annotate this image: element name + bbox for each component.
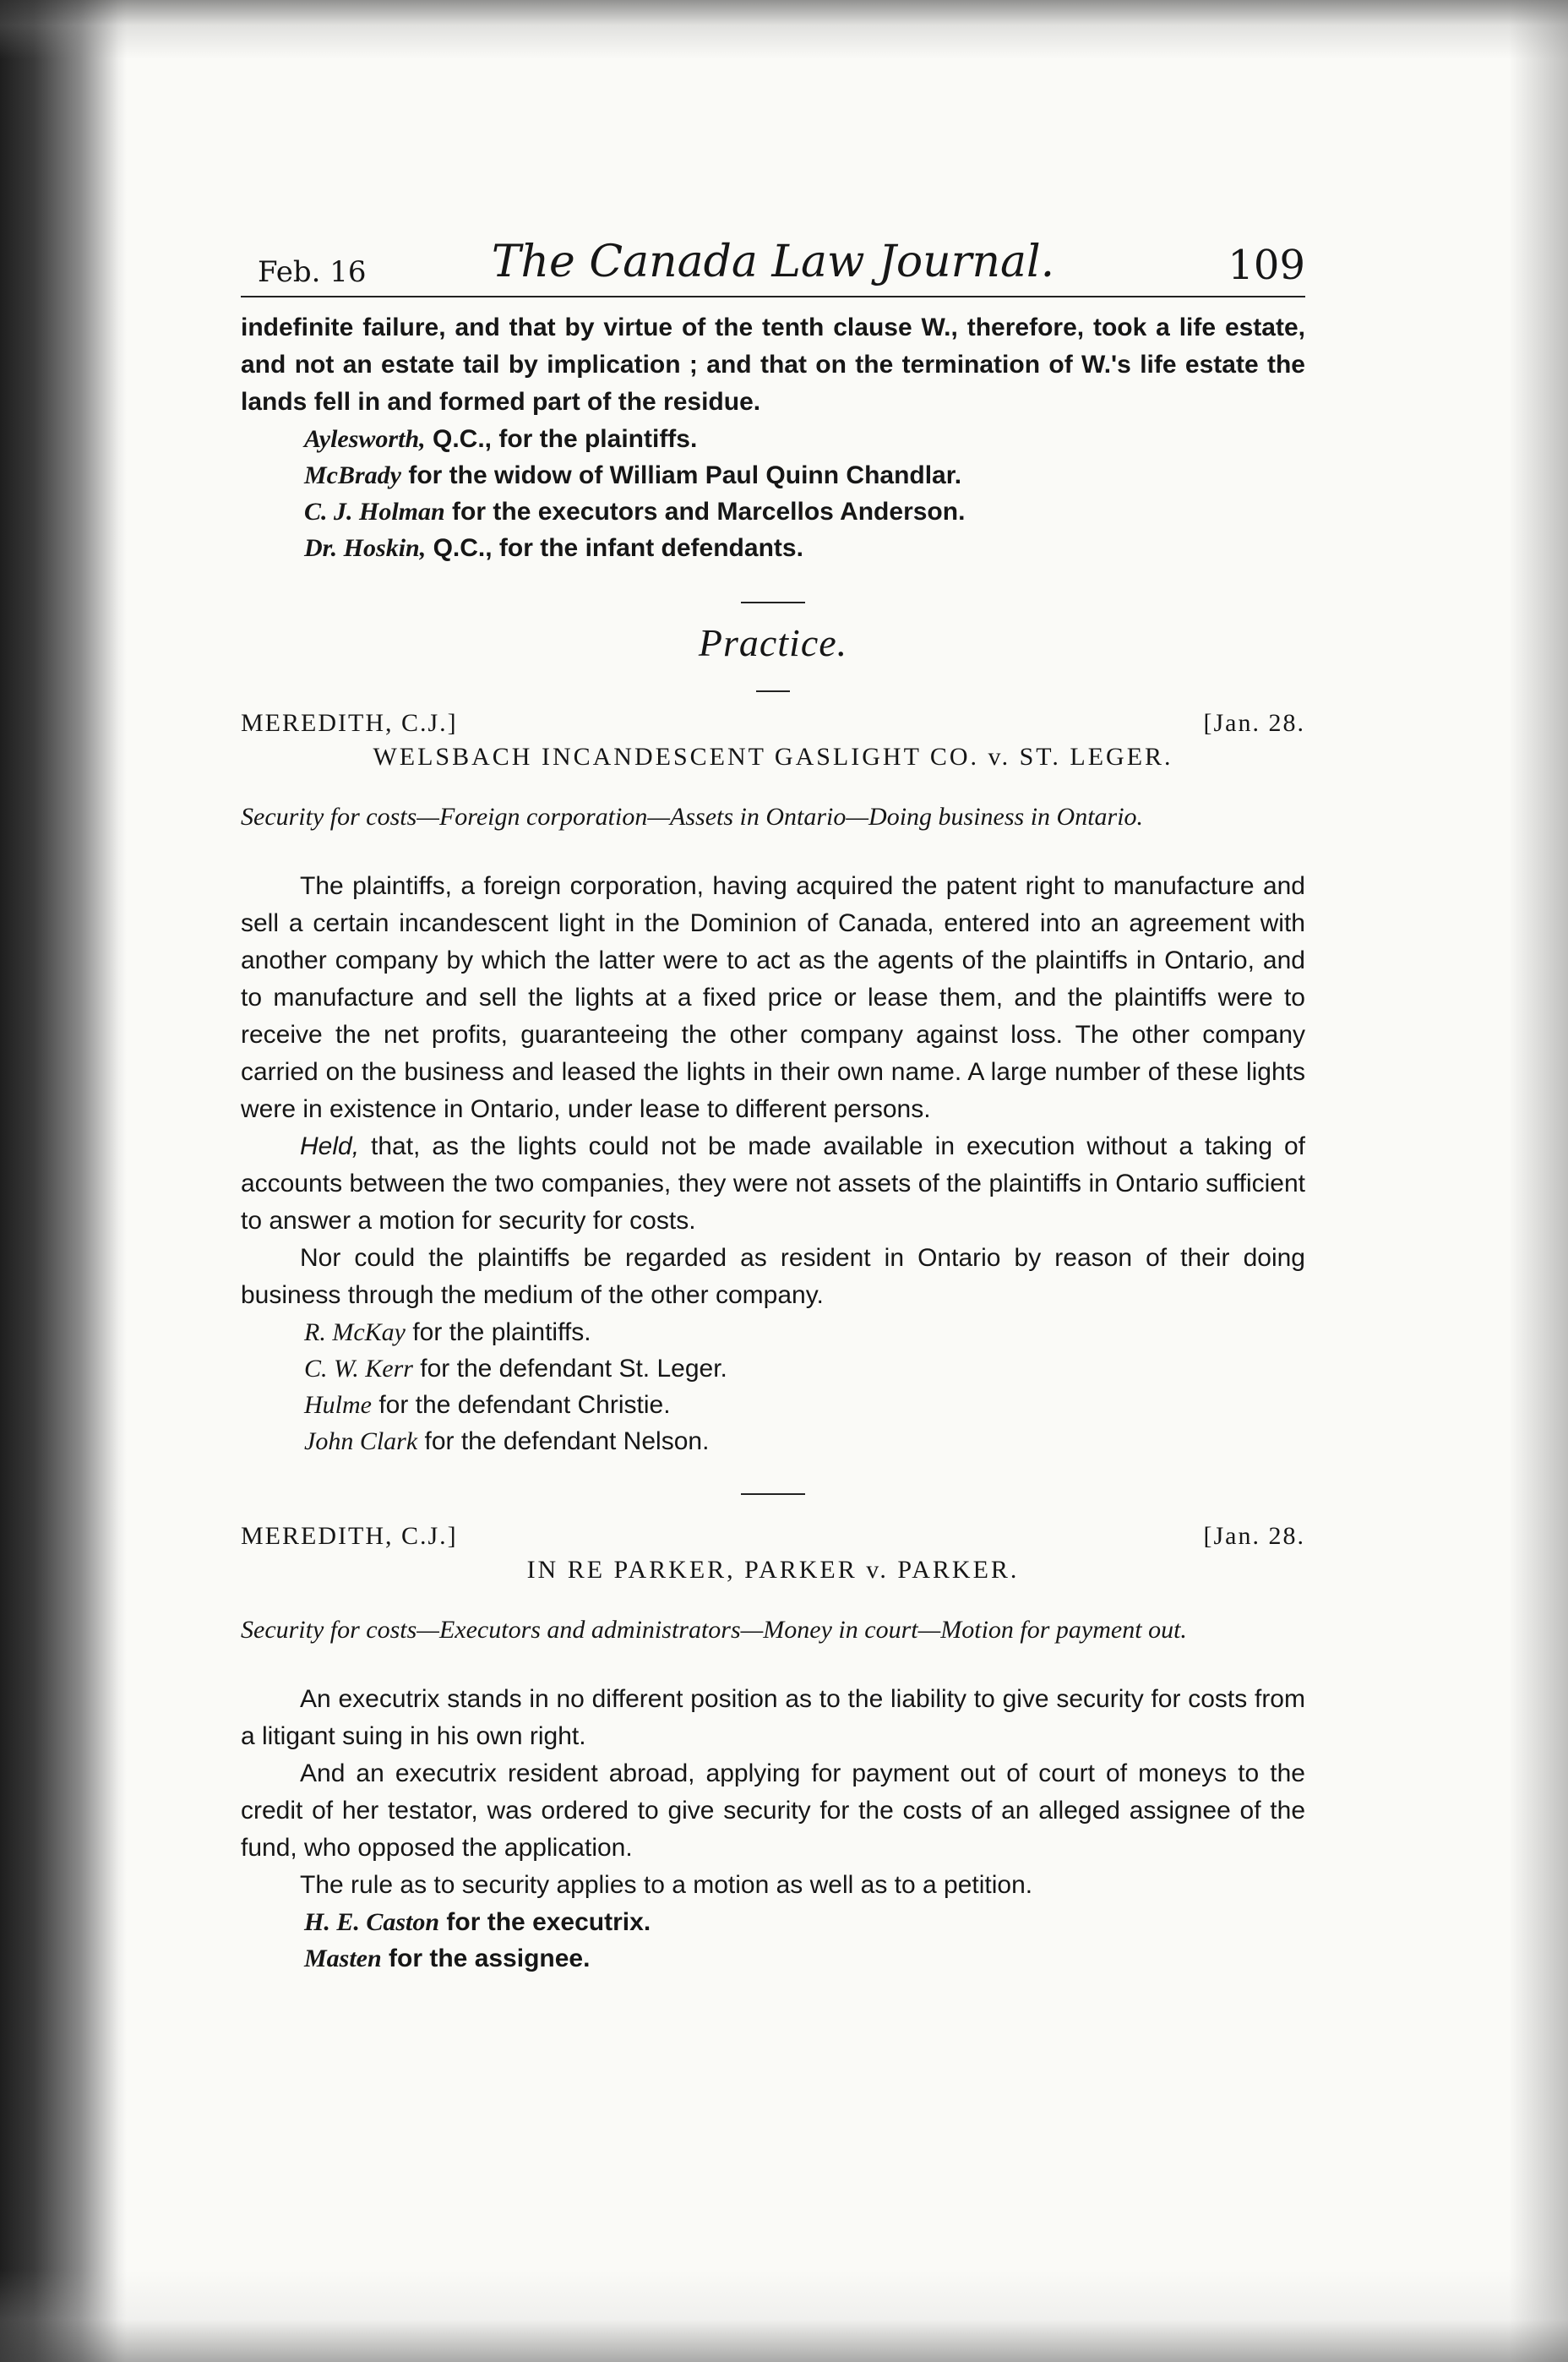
- case-title: WELSBACH INCANDESCENT GASLIGHT CO. v. ST. LEGER.: [373, 743, 1173, 771]
- counsel-entry: [304, 1314, 1305, 1350]
- case-paragraph: And an executrix resident abroad, applying for payment out of court of moneys to the credit of her testator, was ordered to give security for the costs of an alleged assignee of the fund, who opposed the application.: [241, 1759, 1305, 1862]
- journal-title: The Canada Law Journal.: [491, 237, 1055, 287]
- counsel-name: C. W. Kerr: [304, 1355, 413, 1383]
- case-paragraph: An executrix stands in no different position as to the liability to give security for costs from a litigant suing in his own right.: [241, 1685, 1305, 1750]
- section-divider-short: [756, 690, 790, 692]
- counsel-name: R. McKay: [304, 1318, 406, 1346]
- counsel-entry: [304, 1350, 1305, 1387]
- counsel-role: for the defendant St. Leger.: [420, 1355, 727, 1383]
- page-content: [241, 237, 1305, 1977]
- counsel-entry: [304, 1904, 1305, 1940]
- counsel-list-case2: [241, 1904, 1305, 1977]
- headnote: Security for costs—Foreign corporation—Assets in Ontario—Doing business in Ontario.: [241, 803, 1144, 831]
- counsel-name: Masten: [304, 1945, 382, 1972]
- scan-shadow-right: [1509, 0, 1568, 2362]
- counsel-entry: [304, 421, 1305, 457]
- counsel-name: John Clark: [304, 1427, 418, 1455]
- scan-shadow-top: [0, 0, 1568, 59]
- header-date: Feb. 16: [258, 255, 367, 289]
- counsel-name: C. J. Holman: [304, 498, 445, 526]
- counsel-role: for the widow of William Paul Quinn Chandlar.: [408, 461, 962, 489]
- counsel-entry: [304, 494, 1305, 530]
- scan-shadow-left: [0, 0, 127, 2362]
- counsel-role: for the plaintiffs.: [412, 1318, 591, 1346]
- headnote: Security for costs—Executors and administrators—Money in court—Motion for payment out.: [241, 1616, 1187, 1644]
- counsel-name: H. E. Caston: [304, 1908, 440, 1936]
- counsel-entry: [304, 530, 1305, 566]
- case-paragraph: The rule as to security applies to a motion as well as to a petition.: [300, 1871, 1033, 1899]
- case-judge-line: [241, 1522, 1305, 1556]
- counsel-role: for the assignee.: [389, 1945, 591, 1972]
- counsel-role: Q.C., for the plaintiffs.: [432, 425, 698, 453]
- case-paragraph: The plaintiffs, a foreign corporation, having acquired the patent right to manufacture and sell a certain incandescent light in the Dominion of Canada, entered into an agreement with another company by which the latter were to act as the agents of the plaintiffs in Ontario, and to manufacture and sell the lights at a fixed price or lease them, and the plaintiffs were to receive the net profits, guaranteeing the other company against loss. The other company carried on the business and leased the lights in their own name. A large number of these lights were in existence in Ontario, under lease to different persons.: [241, 872, 1305, 1123]
- held-text: that, as the lights could not be made available in execution without a taking of accounts between the two companies, they were not assets of the plaintiffs in Ontario sufficient to answer a motion for security for costs.: [241, 1132, 1306, 1235]
- counsel-entry: [304, 1940, 1305, 1977]
- held-paragraph: [241, 1128, 1305, 1240]
- counsel-list-case1: [241, 1314, 1305, 1459]
- case-title: IN RE PARKER, PARKER v. PARKER.: [526, 1556, 1020, 1584]
- case-paragraph: Nor could the plaintiffs be regarded as resident in Ontario by reason of their doing business through the medium of the other company.: [241, 1244, 1305, 1309]
- running-head: [241, 237, 1305, 297]
- counsel-role: for the executrix.: [446, 1908, 651, 1936]
- decision-date: [Jan. 28.: [1203, 709, 1305, 737]
- counsel-role: for the executors and Marcellos Anderson.: [452, 498, 966, 526]
- counsel-entry: [304, 1387, 1305, 1423]
- counsel-role: for the defendant Christie.: [378, 1391, 671, 1419]
- page-number: 109: [1228, 242, 1305, 289]
- scan-shadow-bottom: [0, 2269, 1568, 2362]
- counsel-name: Dr. Hoskin,: [304, 534, 427, 562]
- held-label: Held,: [300, 1132, 360, 1160]
- counsel-name: Aylesworth,: [304, 425, 426, 453]
- counsel-name: McBrady: [304, 461, 401, 489]
- counsel-role: for the defendant Nelson.: [424, 1427, 710, 1455]
- counsel-entry: [304, 457, 1305, 494]
- counsel-name: Hulme: [304, 1391, 372, 1419]
- counsel-entry: [304, 1423, 1305, 1459]
- decision-date: [Jan. 28.: [1203, 1522, 1305, 1550]
- continuation-paragraph: indefinite failure, and that by virtue of the tenth clause W., therefore, took a life estate, and not an estate tail by implication ; and that on the termination of W.'s life estate the lands fell in and formed part of the residue.: [241, 314, 1305, 416]
- counsel-list-continuation: [241, 421, 1305, 566]
- judge: MEREDITH, C.J.]: [241, 709, 458, 737]
- counsel-role: Q.C., for the infant defendants.: [433, 534, 803, 562]
- judge: MEREDITH, C.J.]: [241, 1522, 458, 1550]
- case-judge-line: [241, 709, 1305, 743]
- section-divider: [741, 602, 805, 603]
- section-title: Practice.: [698, 621, 848, 664]
